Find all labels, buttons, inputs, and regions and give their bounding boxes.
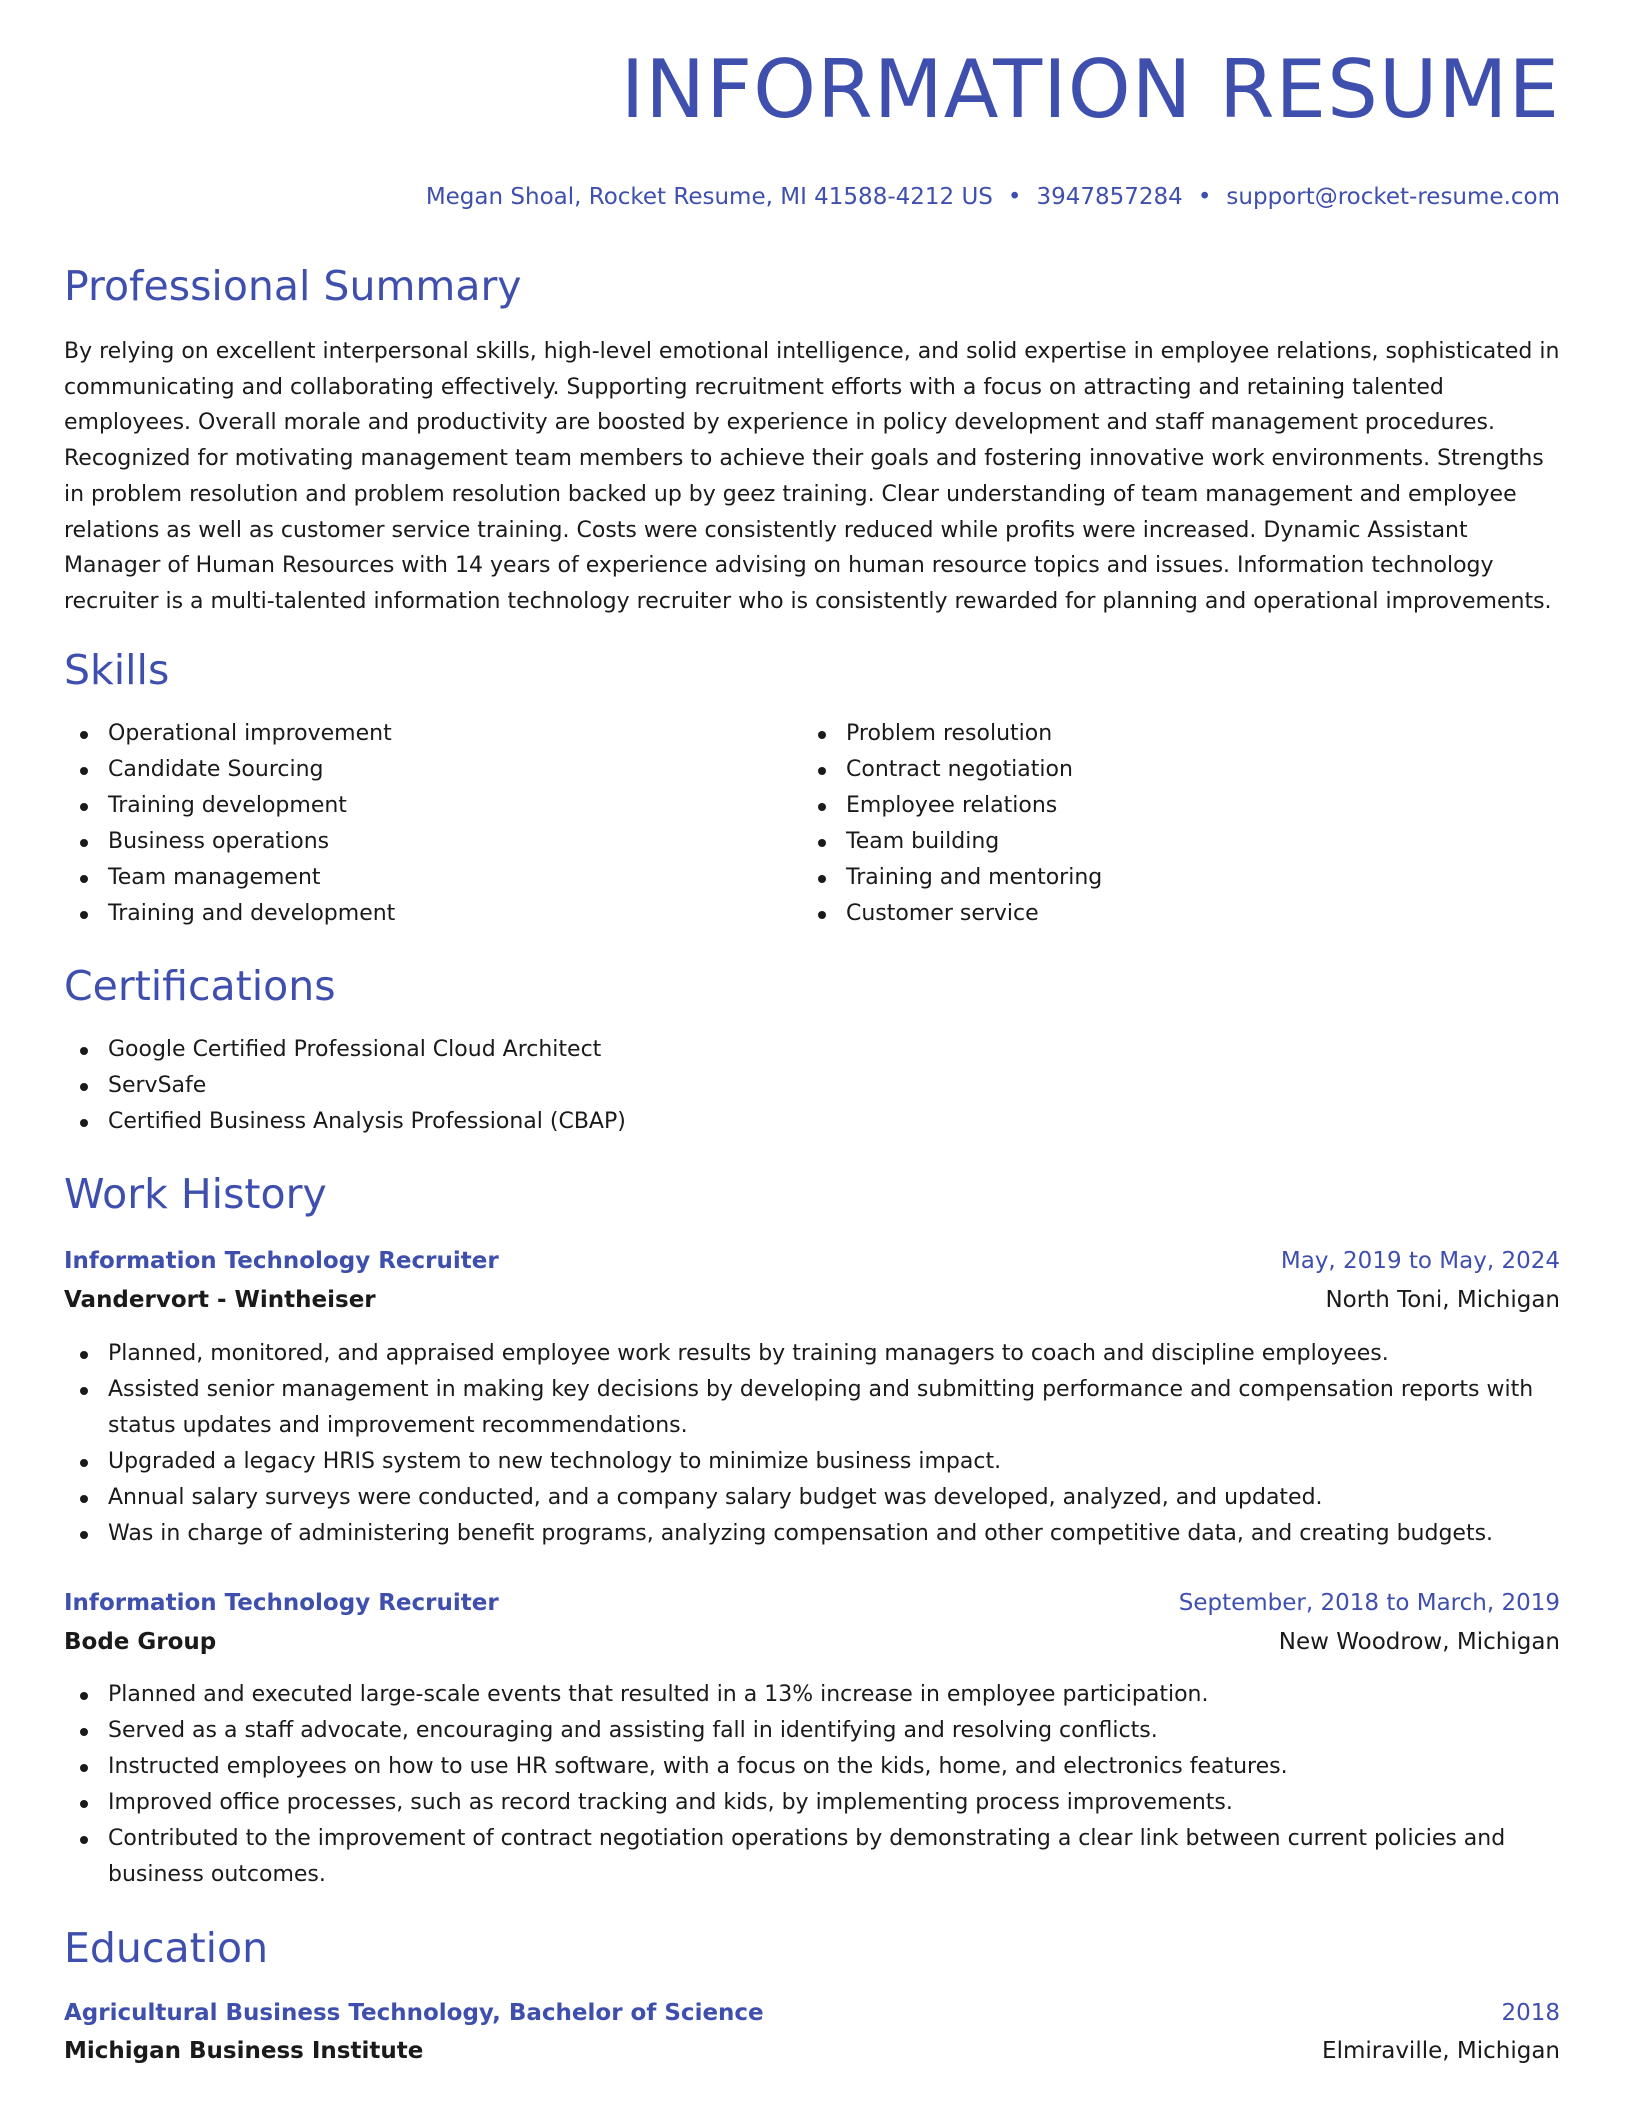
job-bullet: Instructed employees on how to use HR software, with a focus on the kids, home, and electronics features. <box>64 1749 1560 1785</box>
job-title: Information Technology Recruiter <box>64 1590 499 1616</box>
job-bullets <box>64 1336 1560 1552</box>
skills-list-left <box>64 716 784 932</box>
certification-item: ServSafe <box>64 1068 1560 1104</box>
skill-item: Team building <box>802 824 1522 860</box>
education-location: Elmiraville, Michigan <box>1322 2038 1560 2064</box>
resume-title: INFORMATION RESUME <box>620 43 1560 136</box>
job-dates: September, 2018 to March, 2019 <box>1178 1590 1560 1616</box>
job-bullet: Served as a staff advocate, encouraging and assisting fall in identifying and resolving conflicts. <box>64 1713 1560 1749</box>
job-bullet: Upgraded a legacy HRIS system to new technology to minimize business impact. <box>64 1444 1560 1480</box>
job-bullet: Annual salary surveys were conducted, and a company salary budget was developed, analyzed, and updated. <box>64 1480 1560 1516</box>
job-bullet: Contributed to the improvement of contract negotiation operations by demonstrating a clear link between current policies and business outcomes. <box>64 1821 1560 1893</box>
education-school: Michigan Business Institute <box>64 2038 424 2064</box>
job-location: New Woodrow, Michigan <box>1278 1629 1560 1655</box>
contact-phone: 3947857284 <box>1036 184 1183 210</box>
summary-text: By relying on excellent interpersonal skills, high-level emotional intelligence, and solid expertise in employee relations, sophisticated in communicating and collaborating effectively. Supporting recruitment efforts with a focus on attracting and retaining talented employees. Overall morale and productivity are boosted by experience in policy development and staff management procedures. Recognized for motivating management team members to achieve their goals and fostering innovative work environments. Strengths in problem resolution and problem resolution backed up by geez training. Clear understanding of team management and employee relations as well as customer service training. Costs were consistently reduced while profits were increased. Dynamic Assistant Manager of Human Resources with 14 years of experience advising on human resource topics and issues. Information technology recruiter is a multi-talented information technology recruiter who is consistently rewarded for planning and operational improvements. <box>64 339 1560 614</box>
contact-address: Megan Shoal, Rocket Resume, MI 41588-4212 US <box>425 184 993 210</box>
skill-item: Contract negotiation <box>802 752 1522 788</box>
job-bullet: Was in charge of administering benefit programs, analyzing compensation and other competitive data, and creating budgets. <box>64 1516 1560 1552</box>
separator-dot: • <box>1197 184 1212 210</box>
job-location: North Toni, Michigan <box>1325 1287 1560 1313</box>
skill-item: Training and development <box>64 896 784 932</box>
job-company: Bode Group <box>64 1629 217 1655</box>
job-bullet: Improved office processes, such as record tracking and kids, by implementing process improvements. <box>64 1785 1560 1821</box>
skill-item: Customer service <box>802 896 1522 932</box>
job-dates: May, 2019 to May, 2024 <box>1280 1248 1560 1274</box>
education-year: 2018 <box>1501 2000 1560 2026</box>
skill-item: Business operations <box>64 824 784 860</box>
education-heading: Education <box>64 1924 269 1972</box>
certifications-heading: Certifications <box>64 962 336 1010</box>
skill-item: Training and mentoring <box>802 860 1522 896</box>
skills-heading: Skills <box>64 646 170 694</box>
job-bullet: Assisted senior management in making key decisions by developing and submitting performance and compensation reports with status updates and improvement recommendations. <box>64 1372 1560 1444</box>
separator-dot: • <box>1007 184 1022 210</box>
summary-heading: Professional Summary <box>64 262 522 310</box>
job-bullet: Planned and executed large-scale events that resulted in a 13% increase in employee participation. <box>64 1677 1560 1713</box>
skill-item: Training development <box>64 788 784 824</box>
education-degree: Agricultural Business Technology, Bachelor of Science <box>64 2000 764 2026</box>
contact-line <box>426 182 1560 212</box>
job-bullet: Planned, monitored, and appraised employee work results by training managers to coach and discipline employees. <box>64 1336 1560 1372</box>
job-bullets <box>64 1677 1560 1893</box>
skill-item: Candidate Sourcing <box>64 752 784 788</box>
job-company: Vandervort - Wintheiser <box>64 1287 376 1313</box>
certification-item: Google Certified Professional Cloud Architect <box>64 1032 1560 1068</box>
skill-item: Team management <box>64 860 784 896</box>
work-history-heading: Work History <box>64 1170 327 1218</box>
skill-item: Employee relations <box>802 788 1522 824</box>
contact-email: support@rocket-resume.com <box>1226 184 1560 210</box>
skill-item: Problem resolution <box>802 716 1522 752</box>
certifications-list <box>64 1032 1560 1140</box>
certification-item: Certified Business Analysis Professional (CBAP) <box>64 1104 1560 1140</box>
skills-list-right <box>802 716 1522 932</box>
skill-item: Operational improvement <box>64 716 784 752</box>
job-title: Information Technology Recruiter <box>64 1248 499 1274</box>
